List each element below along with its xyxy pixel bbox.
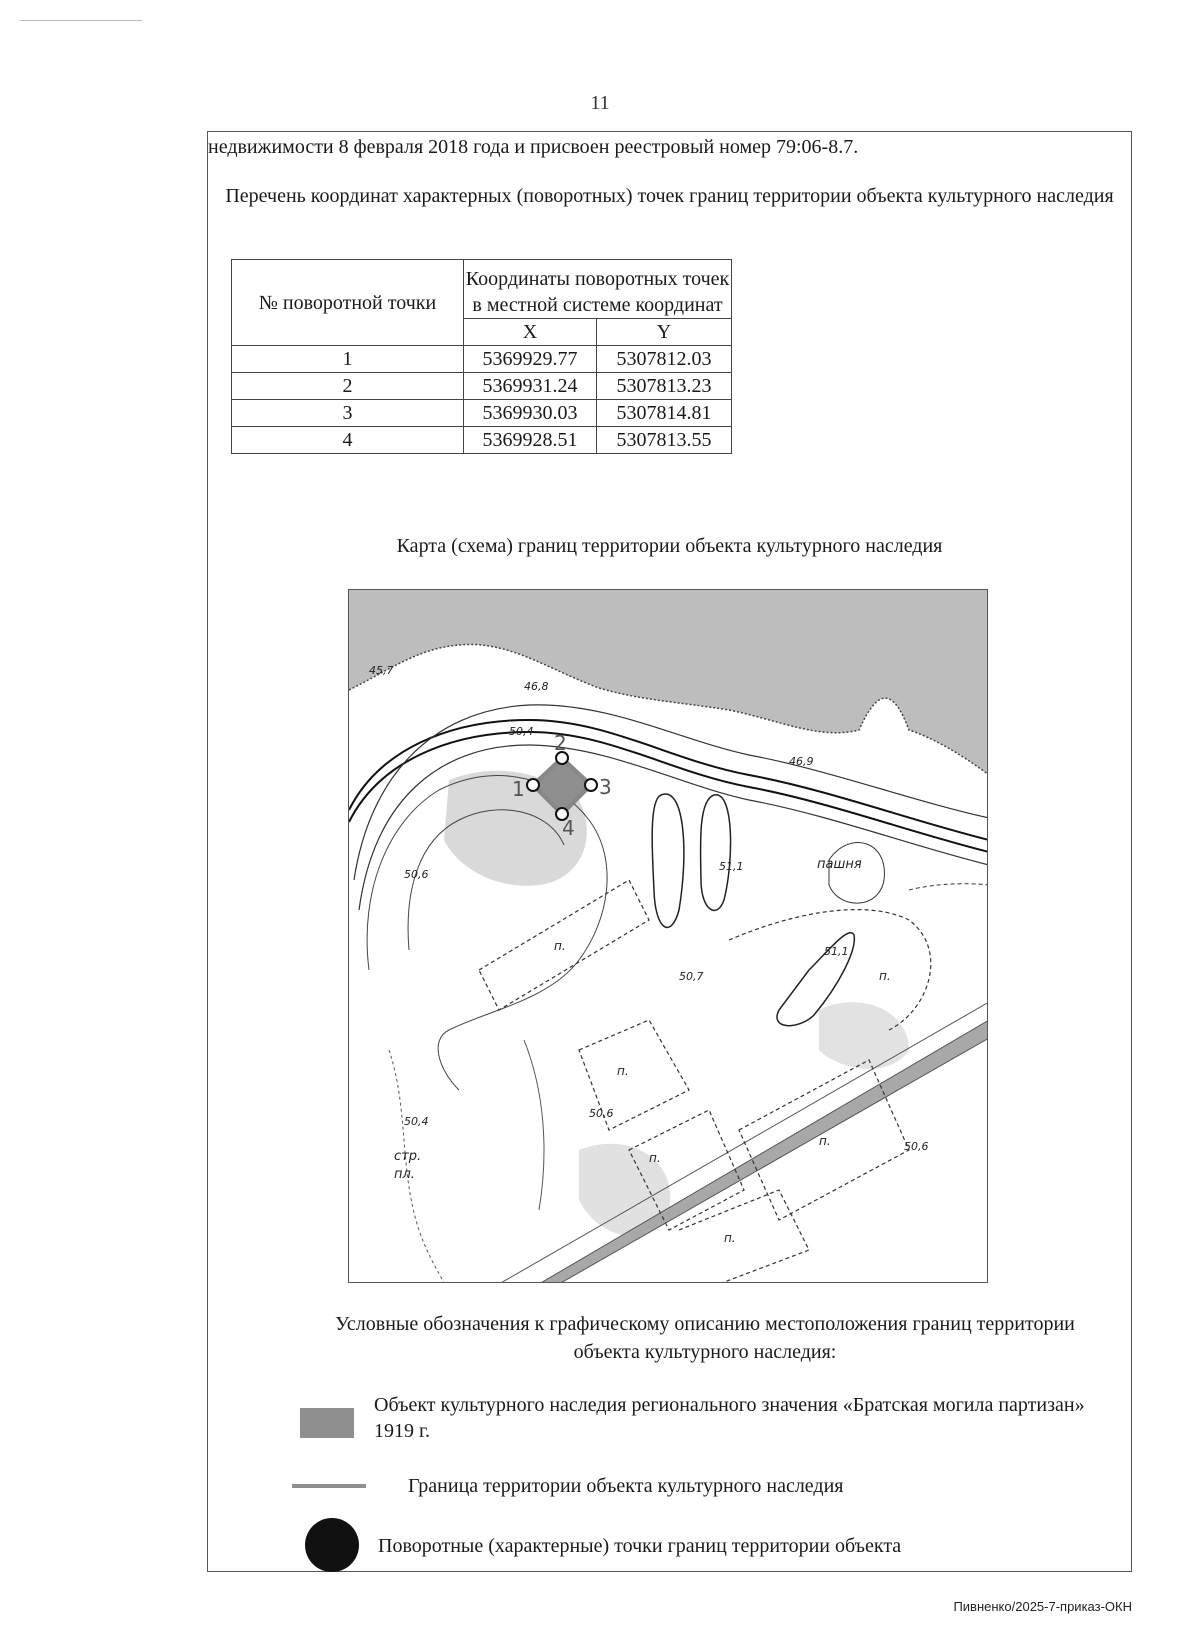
turning-point-3 bbox=[585, 779, 597, 791]
cell-y: 5307812.03 bbox=[597, 346, 732, 373]
elevation-label: 46,9 bbox=[789, 755, 814, 768]
legend-point-dot bbox=[305, 1518, 359, 1572]
map-label-field: п. bbox=[554, 939, 566, 953]
pond bbox=[701, 795, 731, 911]
point-label-2: 2 bbox=[554, 731, 567, 755]
table-row bbox=[232, 427, 732, 454]
map-label-pl: пл. bbox=[394, 1167, 415, 1182]
cell-y: 5307813.55 bbox=[597, 427, 732, 454]
map-label-field: п. bbox=[819, 1134, 831, 1148]
river-area bbox=[349, 590, 988, 775]
intro-line: недвижимости 8 февраля 2018 года и присвоен реестровый номер 79:06-8.7. bbox=[208, 136, 859, 158]
cell-point: 3 bbox=[232, 400, 464, 427]
legend-point-text: Поворотные (характерные) точки границ территории объекта bbox=[378, 1535, 902, 1557]
elevation-label: 50,6 bbox=[589, 1107, 614, 1120]
col-header-x: X bbox=[464, 319, 597, 346]
point-label-3: 3 bbox=[599, 775, 612, 799]
road-line bbox=[349, 720, 988, 840]
table-row bbox=[232, 346, 732, 373]
table-title: Перечень координат характерных (поворотных) точек границ территории объекта культурного наследия bbox=[225, 185, 1114, 207]
elevation-label: 50,6 bbox=[904, 1140, 929, 1153]
footer-stamp: Пивненко/2025-7-приказ-ОКН bbox=[953, 1599, 1132, 1614]
cell-point: 2 bbox=[232, 373, 464, 400]
cell-y: 5307814.81 bbox=[597, 400, 732, 427]
cell-x: 5369931.24 bbox=[464, 373, 597, 400]
map-label-field: п. bbox=[649, 1151, 661, 1165]
cell-point: 4 bbox=[232, 427, 464, 454]
field-boundary bbox=[909, 884, 988, 890]
elevation-label: 50,4 bbox=[509, 725, 534, 738]
legend-title: Условные обозначения к графическому описанию местоположения границ территории объекта культурного наследия: bbox=[335, 1313, 1075, 1363]
map-label-pashnya: пашня bbox=[817, 857, 862, 872]
cell-y: 5307813.23 bbox=[597, 373, 732, 400]
cell-point: 1 bbox=[232, 346, 464, 373]
terrain-shade bbox=[819, 1002, 909, 1069]
coordinates-table bbox=[231, 259, 732, 454]
map-title: Карта (схема) границ территории объекта культурного наследия bbox=[396, 535, 943, 557]
cell-x: 5369929.77 bbox=[464, 346, 597, 373]
map-label-str: стр. bbox=[394, 1149, 422, 1164]
point-label-1: 1 bbox=[512, 777, 525, 801]
legend-boundary-line bbox=[292, 1484, 366, 1488]
map-label-field: п. bbox=[617, 1064, 629, 1078]
pashnya-area bbox=[829, 843, 884, 904]
col-header-coords: Координаты поворотных точек в местной системе координат bbox=[464, 260, 732, 319]
table-row bbox=[232, 373, 732, 400]
col-header-y: Y bbox=[597, 319, 732, 346]
map-label-field: п. bbox=[724, 1231, 736, 1245]
elevation-label: 50,6 bbox=[404, 868, 429, 881]
cell-x: 5369928.51 bbox=[464, 427, 597, 454]
elevation-label: 51,1 bbox=[824, 945, 849, 958]
elevation-label: 45,7 bbox=[369, 664, 394, 677]
legend-object-swatch bbox=[300, 1408, 354, 1438]
col-header-point: № поворотной точки bbox=[232, 260, 464, 346]
boundary-map bbox=[348, 589, 988, 1283]
turning-point-1 bbox=[527, 779, 539, 791]
table-row bbox=[232, 400, 732, 427]
point-label-4: 4 bbox=[562, 816, 575, 840]
elevation-label: 50,4 bbox=[404, 1115, 429, 1128]
path-line bbox=[524, 1040, 544, 1210]
pond bbox=[652, 794, 684, 927]
legend-boundary-text: Граница территории объекта культурного наследия bbox=[408, 1475, 844, 1497]
map-drawing bbox=[349, 590, 988, 1283]
page-number: 11 bbox=[590, 92, 610, 114]
cell-x: 5369930.03 bbox=[464, 400, 597, 427]
scan-artifact-line bbox=[20, 20, 142, 21]
elevation-label: 51,1 bbox=[719, 860, 744, 873]
map-label-field: п. bbox=[879, 969, 891, 983]
legend-object-text: Объект культурного наследия регионального значения «Братская могила партизан» 1919 г. bbox=[374, 1394, 1085, 1442]
elevation-label: 50,7 bbox=[679, 970, 704, 983]
elevation-label: 46,8 bbox=[524, 680, 549, 693]
